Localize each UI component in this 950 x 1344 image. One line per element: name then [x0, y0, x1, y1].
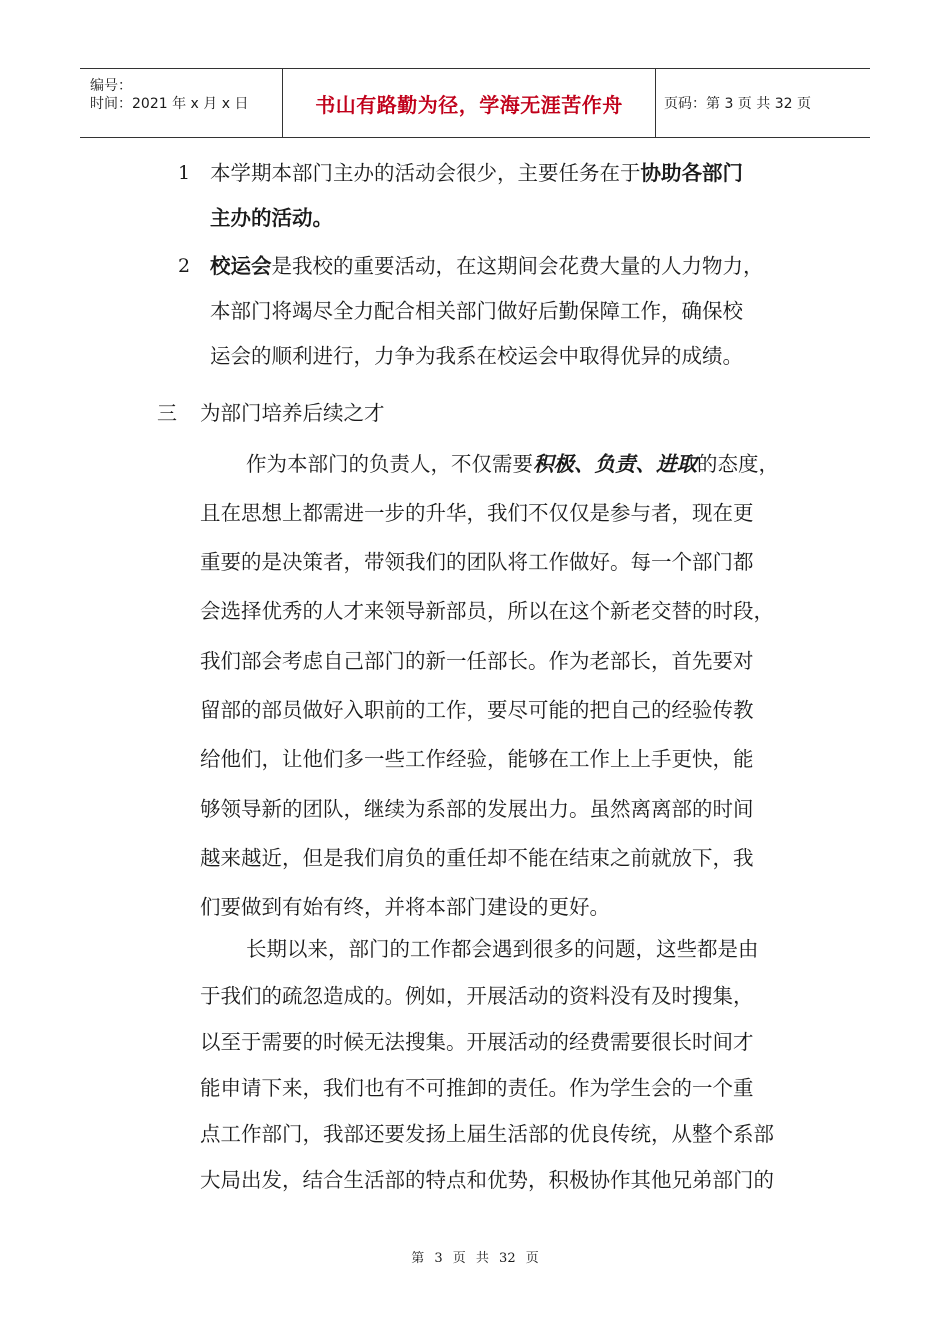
page-info: 页码：第 3 页 共 32 页	[664, 96, 811, 112]
list-item-line: 运会的顺利进行，力争为我系在校运会中取得优异的成绩。	[210, 344, 743, 368]
list-number: 1	[178, 162, 191, 184]
section-title: 为部门培养后续之才	[200, 401, 385, 425]
text-run: 的态度，	[697, 452, 779, 476]
paragraph-line: 以至于需要的时候无法搜集。开展活动的经费需要很长时间才	[200, 1030, 754, 1054]
paragraph-line: 能申请下来，我们也有不可推卸的责任。作为学生会的一个重	[200, 1076, 754, 1100]
paragraph-line: 会选择优秀的人才来领导新部员，所以在这个新老交替的时段，	[200, 599, 774, 623]
page-footer: 第 3 页 共 32 页	[411, 1251, 539, 1266]
emphasis-text: 积极、负责、进取	[533, 452, 697, 476]
bold-text: 协助各部门	[640, 161, 743, 185]
paragraph-line: 够领导新的团队，继续为系部的发展出力。虽然离离部的时间	[200, 797, 754, 821]
header-motto-cell	[282, 69, 656, 137]
paragraph-line: 点工作部门，我部还要发扬上届生活部的优良传统，从整个系部	[200, 1122, 774, 1146]
paragraph-line: 越来越近，但是我们肩负的重任却不能在结束之前就放下，我	[200, 846, 754, 870]
paragraph-line: 于我们的疏忽造成的。例如，开展活动的资料没有及时搜集，	[200, 984, 754, 1008]
header-meta	[80, 69, 282, 137]
list-item-line	[210, 160, 743, 186]
paragraph-line: 长期以来，部门的工作都会遇到很多的问题，这些都是由	[246, 937, 759, 961]
paragraph-line: 们要做到有始有终，并将本部门建设的更好。	[200, 895, 610, 919]
paragraph-line: 给他们，让他们多一些工作经验，能够在工作上上手更快，能	[200, 747, 754, 771]
list-number: 2	[178, 255, 191, 277]
page-header	[80, 68, 870, 138]
paragraph-line: 且在思想上都需进一步的升华，我们不仅仅是参与者，现在更	[200, 501, 754, 525]
serial-label: 编号：	[90, 78, 132, 94]
paragraph-line: 留部的部员做好入职前的工作，要尽可能的把自己的经验传教	[200, 698, 754, 722]
time-label: 时间：2021 年 x 月 x 日	[90, 96, 249, 112]
paragraph-line: 我们部会考虑自己部门的新一任部长。作为老部长，首先要对	[200, 649, 754, 673]
section-number: 三	[157, 401, 177, 425]
text-run: 作为本部门的负责人，不仅需要	[246, 452, 533, 476]
paragraph-line: 大局出发，结合生活部的特点和优势，积极协作其他兄弟部门的	[200, 1168, 774, 1192]
list-item-line: 主办的活动。	[210, 206, 333, 230]
text-run: 本学期本部门主办的活动会很少，主要任务在于	[210, 161, 641, 185]
paragraph-line: 重要的是决策者，带领我们的团队将工作做好。每一个部门都	[200, 550, 754, 574]
text-run: 是我校的重要活动，在这期间会花费大量的人力物力，	[271, 254, 764, 278]
list-item-line: 本部门将竭尽全力配合相关部门做好后勤保障工作，确保校	[210, 299, 743, 323]
paragraph-line	[246, 451, 779, 477]
motto: 书山有路勤为径，学海无涯苦作舟	[315, 92, 623, 117]
bold-text: 校运会	[210, 254, 272, 278]
list-item-line	[210, 253, 764, 279]
